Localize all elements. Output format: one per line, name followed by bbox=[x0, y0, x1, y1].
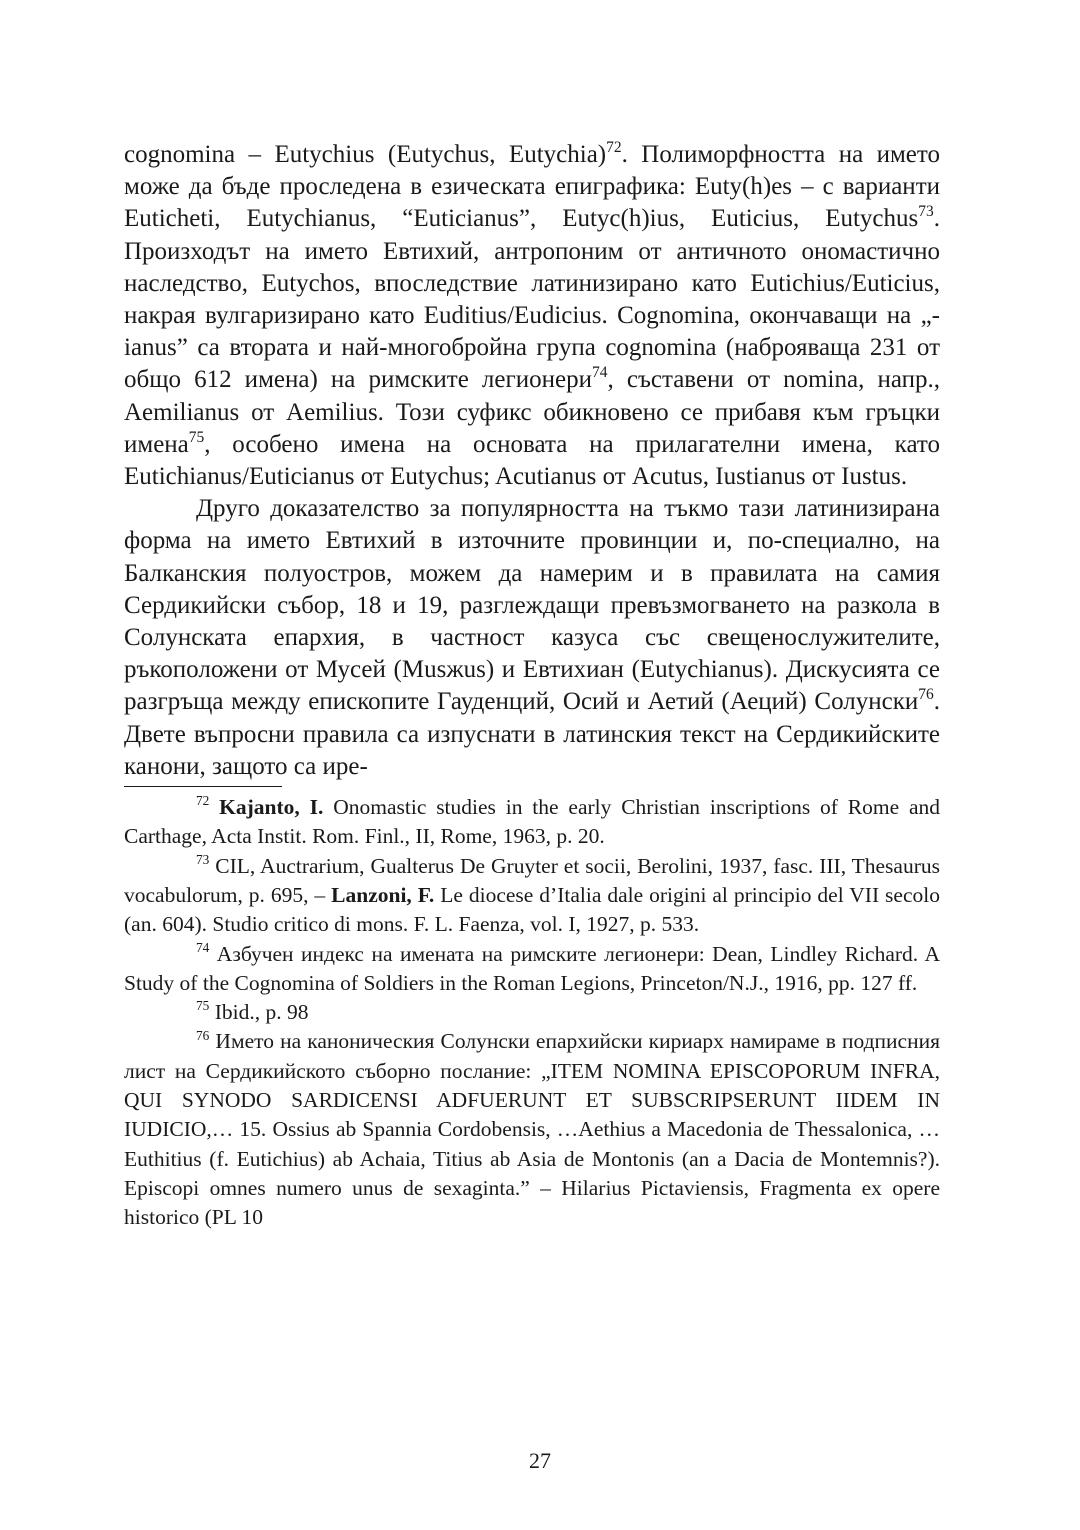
footnote-text: Ibid., p. 98 bbox=[209, 1000, 309, 1025]
footnote-75 bbox=[124, 998, 940, 1027]
footnote-number: 76 bbox=[196, 1027, 210, 1043]
footnote-separator bbox=[124, 786, 282, 787]
footnote-ref-76: 76 bbox=[918, 686, 934, 704]
footnote-74 bbox=[124, 940, 940, 999]
text-run: . Произходът на името Евтихий, антропоним от античното ономастично наследство, Eutychos, впоследствие латинизирано като Eutichius/Euticius, накрая вулгаризирано като Euditius/Eudicius. Cognomina, окончаващи на „-ianus” са втората и най-многобройна група cognomina (наброяваща 231 от общо 612 имена) на римските легионери bbox=[124, 205, 940, 394]
footnote-author: Kajanto, I. bbox=[219, 795, 324, 820]
footnote-author: Lanzoni, F. bbox=[331, 882, 435, 907]
footnote-number: 74 bbox=[196, 939, 210, 955]
footnote-ref-73: 73 bbox=[918, 203, 934, 221]
text-run: Друго доказателство за популярността на тъкмо тази латинизирана форма на името Евтихий в източните провинции и, по-специално, на Балканския полуостров, можем да намерим и в правилата на самия Сердикийски събор, 18 и 19, разглеждащи превъзмогването на разкола в Солунската епархия, в частност казуса със свещенослужителите, ръкоположени от Мусей (Musжus) и Евтихиан (Eutychianus). Дискусията се разгръща между епископите Гауденций, Осий и Аетий (Аеций) Солунски bbox=[124, 495, 940, 716]
paragraph-1 bbox=[124, 139, 940, 493]
footnote-ref-74: 74 bbox=[591, 364, 608, 382]
page-number: 27 bbox=[529, 1448, 551, 1473]
text-run: . Полиморфността на името може да бъде проследена в езическата епиграфика: Euty(h)es – с варианти Euticheti, Eutychianus, “Euticianus”, Eutyc(h)ius, Euticius, Eutychus bbox=[124, 141, 940, 233]
footnote-text: Името на каноническия Солунски епархийски кириарх намираме в подписния лист на Сердикийското съборно послание: „ITEM NOMINA EPISCOPORUM INFRA, QUI SYNODO SARDICENSI ADFUERUNT ET SUBSCRIPSERUNT IIDEM IN IUDICIO,… 15. Ossius ab Spannia Cordobensis, …Aethius a Macedonia de Thessalonica, …Euthitius (f. Eutichius) ab Achaia, Titius ab Asia de Montonis (an a Dacia de Montemnis?). Episcopi omnes numero unus de sexaginta.” – Hilarius Pictaviensis, Fragmenta ex opere historico (PL 10 bbox=[124, 1029, 940, 1230]
page-content bbox=[124, 139, 940, 1233]
footnote-ref-72: 72 bbox=[606, 138, 622, 156]
footnote-text: CIL, Auctrarium, Gualterus De Gruyter et socii, Berolini, 1937, fasc. III, Thesaurus vocabulorum, p. 695, – bbox=[124, 853, 940, 907]
footnote-text: Le diocese d’Italia dale origini al principio del VII secolo (an. 604). Studio critico di mons. F. L. Faenza, vol. I, 1927, p. 533. bbox=[124, 882, 940, 937]
footnote-73 bbox=[124, 852, 940, 940]
footnotes bbox=[124, 793, 940, 1232]
footnote-76 bbox=[124, 1027, 940, 1232]
footnote-text: Азбучен индекс на имената на римските легионери: Dean, Lindley Richard. A Study of the Cognomina of Soldiers in the Roman Legions, Princeton/N.J., 1916, pp. 127 ff. bbox=[124, 941, 940, 995]
footnote-text: Onomastic studies in the early Christian inscriptions of Rome and Carthage, Acta Instit. Rom. Finl., II, Rome, 1963, p. 20. bbox=[124, 795, 940, 849]
footnote-number: 73 bbox=[196, 851, 210, 867]
footnote-number: 75 bbox=[196, 998, 210, 1014]
footnote-72 bbox=[124, 793, 940, 852]
main-text bbox=[124, 139, 940, 783]
paragraph-2 bbox=[124, 493, 940, 783]
text-run: , особено имена на основата на прилагателни имена, като Eutichianus/Euticianus от Eutychus; Acutianus от Acutus, Iustianus от Iustus. bbox=[124, 430, 940, 491]
text-run: , съставени от nomina, напр., Aemilianus от Aemilius. Този суфикс обикновено се прибавя към гръцки имена bbox=[124, 366, 940, 458]
text-run: . Двете въпросни правила са изпуснати в латинския текст на Сердикийските канони, защото са ире- bbox=[124, 688, 940, 780]
text-run: cognomina – Eutychius (Eutychus, Eutychia) bbox=[124, 141, 607, 168]
footnote-number: 72 bbox=[196, 793, 210, 809]
footnote-ref-75: 75 bbox=[188, 428, 205, 446]
